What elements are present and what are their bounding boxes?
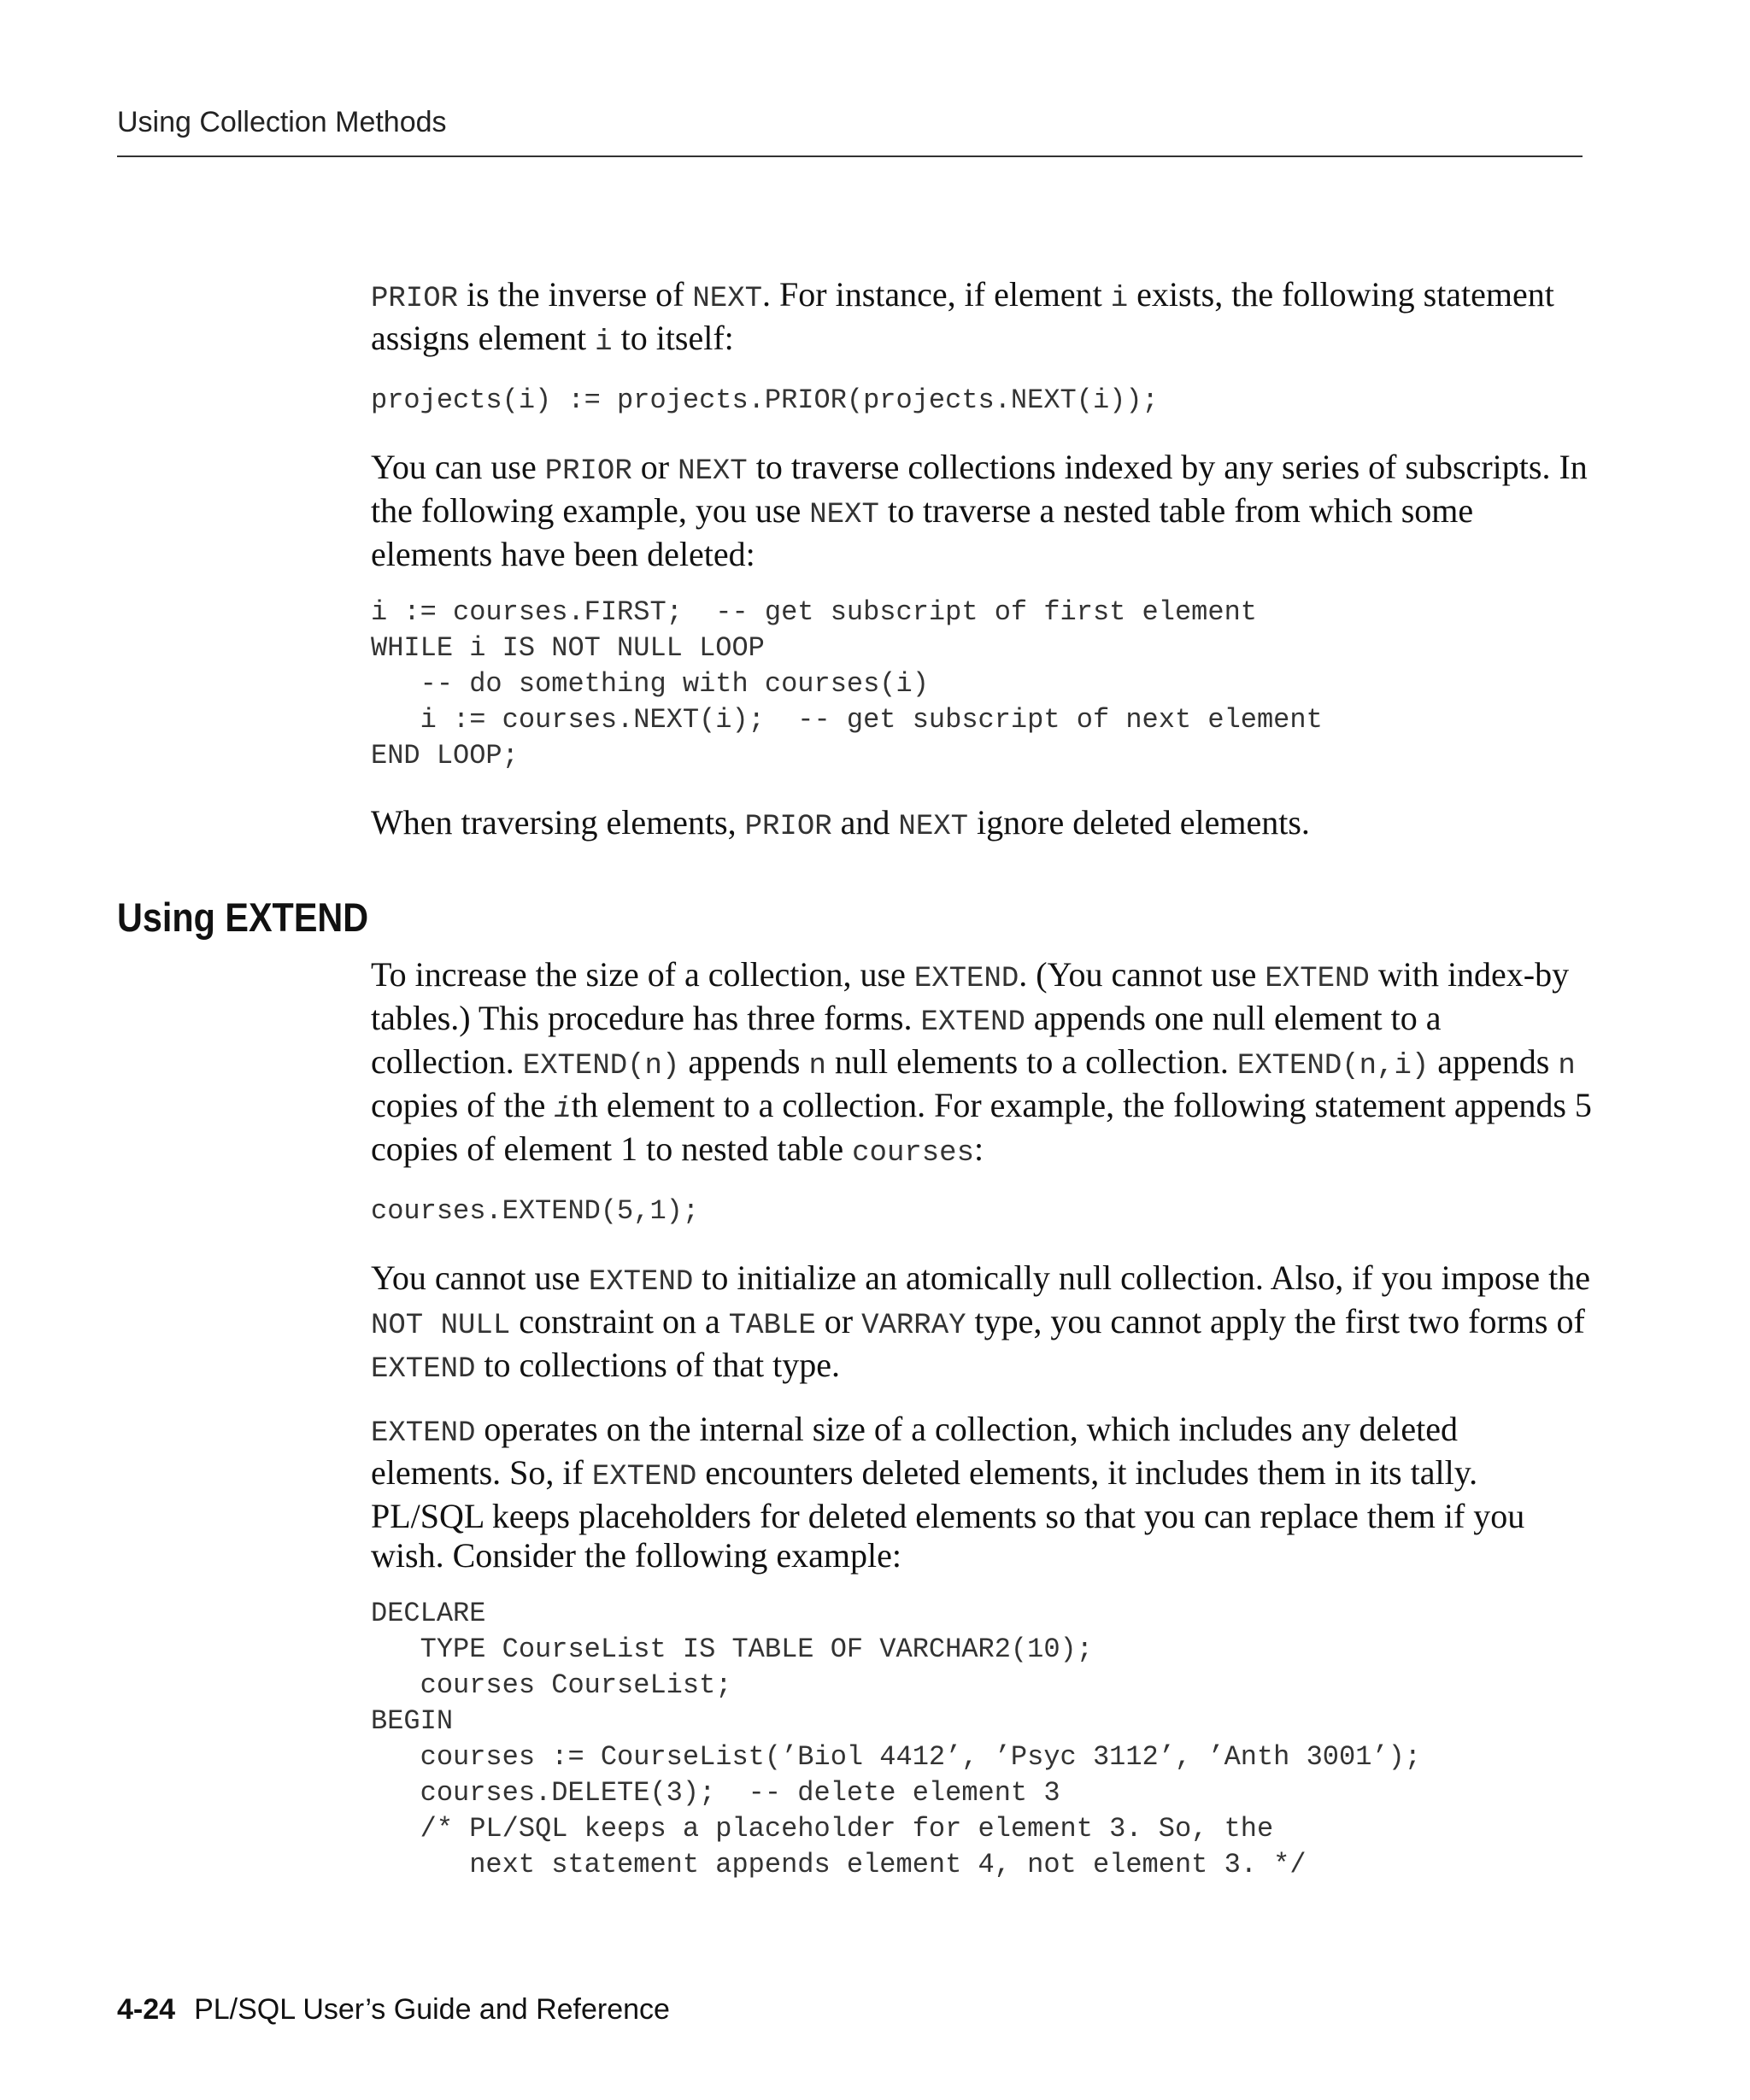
inline-code: n	[1558, 1050, 1576, 1082]
text-run: and	[831, 803, 899, 842]
inline-code: TABLE	[728, 1310, 816, 1342]
section-prior-next	[371, 275, 1593, 867]
text-run: th element to a collection. For example, the following statement appends 5 copies of element 1 to nested table	[371, 1086, 1592, 1168]
text-run: appends	[679, 1042, 809, 1081]
book-title: PL/SQL User’s Guide and Reference	[194, 1993, 670, 2026]
text-run: to itself:	[612, 319, 734, 357]
text-run: null elements to a collection.	[825, 1042, 1237, 1081]
text-run: . (You cannot use	[1019, 955, 1266, 994]
text-run: or	[631, 448, 678, 486]
text-run: appends	[1429, 1042, 1559, 1081]
text-run: type, you cannot apply the first two forms of	[966, 1302, 1585, 1340]
inline-code-italic: i	[554, 1094, 572, 1126]
section-heading-using-extend: Using EXTEND	[117, 895, 369, 940]
text-run: operates on the internal size of a collection, which includes any deleted elements. So, if	[371, 1410, 1458, 1492]
code-block-extend-example: courses.EXTEND(5,1);	[371, 1195, 700, 1227]
text-run: . For instance, if element	[762, 275, 1111, 314]
inline-code: i	[1110, 283, 1129, 315]
text-run: to collections of that type.	[475, 1346, 840, 1384]
inline-code: VARRAY	[861, 1310, 966, 1342]
text-run: with index-by tables.) This procedure has three forms.	[371, 955, 1570, 1037]
text-run: is the inverse of	[458, 275, 693, 314]
paragraph-extend-forms	[371, 955, 1593, 1173]
inline-code: NEXT	[692, 283, 763, 315]
text-run: to initialize an atomically null collection. Also, if you impose the	[693, 1258, 1591, 1297]
text-run: When traversing elements,	[371, 803, 745, 842]
text-run: You cannot use	[371, 1258, 589, 1297]
inline-code: courses	[852, 1137, 974, 1170]
text-run: ignore deleted elements.	[968, 803, 1310, 842]
code-block-loop: i := courses.FIRST; -- get subscript of first element WHILE i IS NOT NULL LOOP -- do something with courses(i) i := courses.NEXT(i); -- get subscript of next element END LOOP;	[371, 596, 1323, 771]
paragraph-prior-inverse	[371, 275, 1593, 362]
code-block-prior: projects(i) := projects.PRIOR(projects.NEXT(i));	[371, 384, 1159, 416]
text-run: exists, the following statement assigns element	[371, 275, 1554, 357]
text-run: You can use	[371, 448, 545, 486]
text-run: appends one null element to a collection.	[371, 999, 1442, 1081]
code-block-declare: DECLARE TYPE CourseList IS TABLE OF VARCHAR2(10); courses CourseList; BEGIN courses := CourseList(’Biol 4412’, ’Psyc 3112’, ’Anth 3001’); courses.DELETE(3); -- delete element 3 /* PL/SQL keeps a placeholder for element 3. So, the next statement appends element 4, not element 3. */	[371, 1598, 1421, 1880]
text-run: or	[815, 1302, 862, 1340]
inline-code: EXTEND(n,i)	[1236, 1050, 1430, 1082]
text-run: to traverse a nested table from which some elements have been deleted:	[371, 491, 1474, 573]
inline-code: EXTEND	[1265, 963, 1370, 995]
inline-code: NEXT	[809, 499, 879, 531]
page-footer	[117, 1993, 670, 2027]
inline-code: n	[808, 1050, 826, 1082]
paragraph-extend-null	[371, 1258, 1593, 1389]
inline-code: EXTEND	[920, 1006, 1025, 1039]
inline-code: PRIOR	[544, 455, 632, 488]
inline-code: EXTEND	[588, 1266, 694, 1299]
inline-code: EXTEND	[371, 1417, 476, 1450]
inline-code: i	[595, 326, 613, 359]
paragraph-ignore-deleted	[371, 803, 1593, 847]
inline-code: PRIOR	[744, 811, 832, 843]
paragraph-traverse	[371, 448, 1593, 574]
inline-code: NEXT	[898, 811, 969, 843]
header-rule	[117, 155, 1583, 157]
inline-code: EXTEND	[371, 1353, 476, 1386]
running-head: Using Collection Methods	[117, 106, 447, 138]
text-run: to traverse collections indexed by any series of subscripts. In the following example, you use	[371, 448, 1588, 530]
inline-code: NEXT	[678, 455, 748, 488]
text-run: To increase the size of a collection, use	[371, 955, 914, 994]
inline-code: EXTEND	[591, 1461, 697, 1493]
inline-code: NOT NULL	[371, 1310, 511, 1342]
inline-code: EXTEND(n)	[522, 1050, 680, 1082]
inline-code: EXTEND	[913, 963, 1019, 995]
text-run: :	[973, 1129, 984, 1168]
text-run: constraint on a	[510, 1302, 729, 1340]
page-number: 4-24	[117, 1993, 176, 2026]
inline-code: PRIOR	[371, 283, 459, 315]
text-run: encounters deleted elements, it includes them in its tally. PL/SQL keeps placeholders for deleted elements so that you can replace them if you wish. Consider the following example:	[371, 1453, 1525, 1575]
text-run: copies of the	[371, 1086, 555, 1124]
paragraph-extend-internal-size	[371, 1410, 1593, 1575]
section-extend	[371, 955, 1593, 1912]
